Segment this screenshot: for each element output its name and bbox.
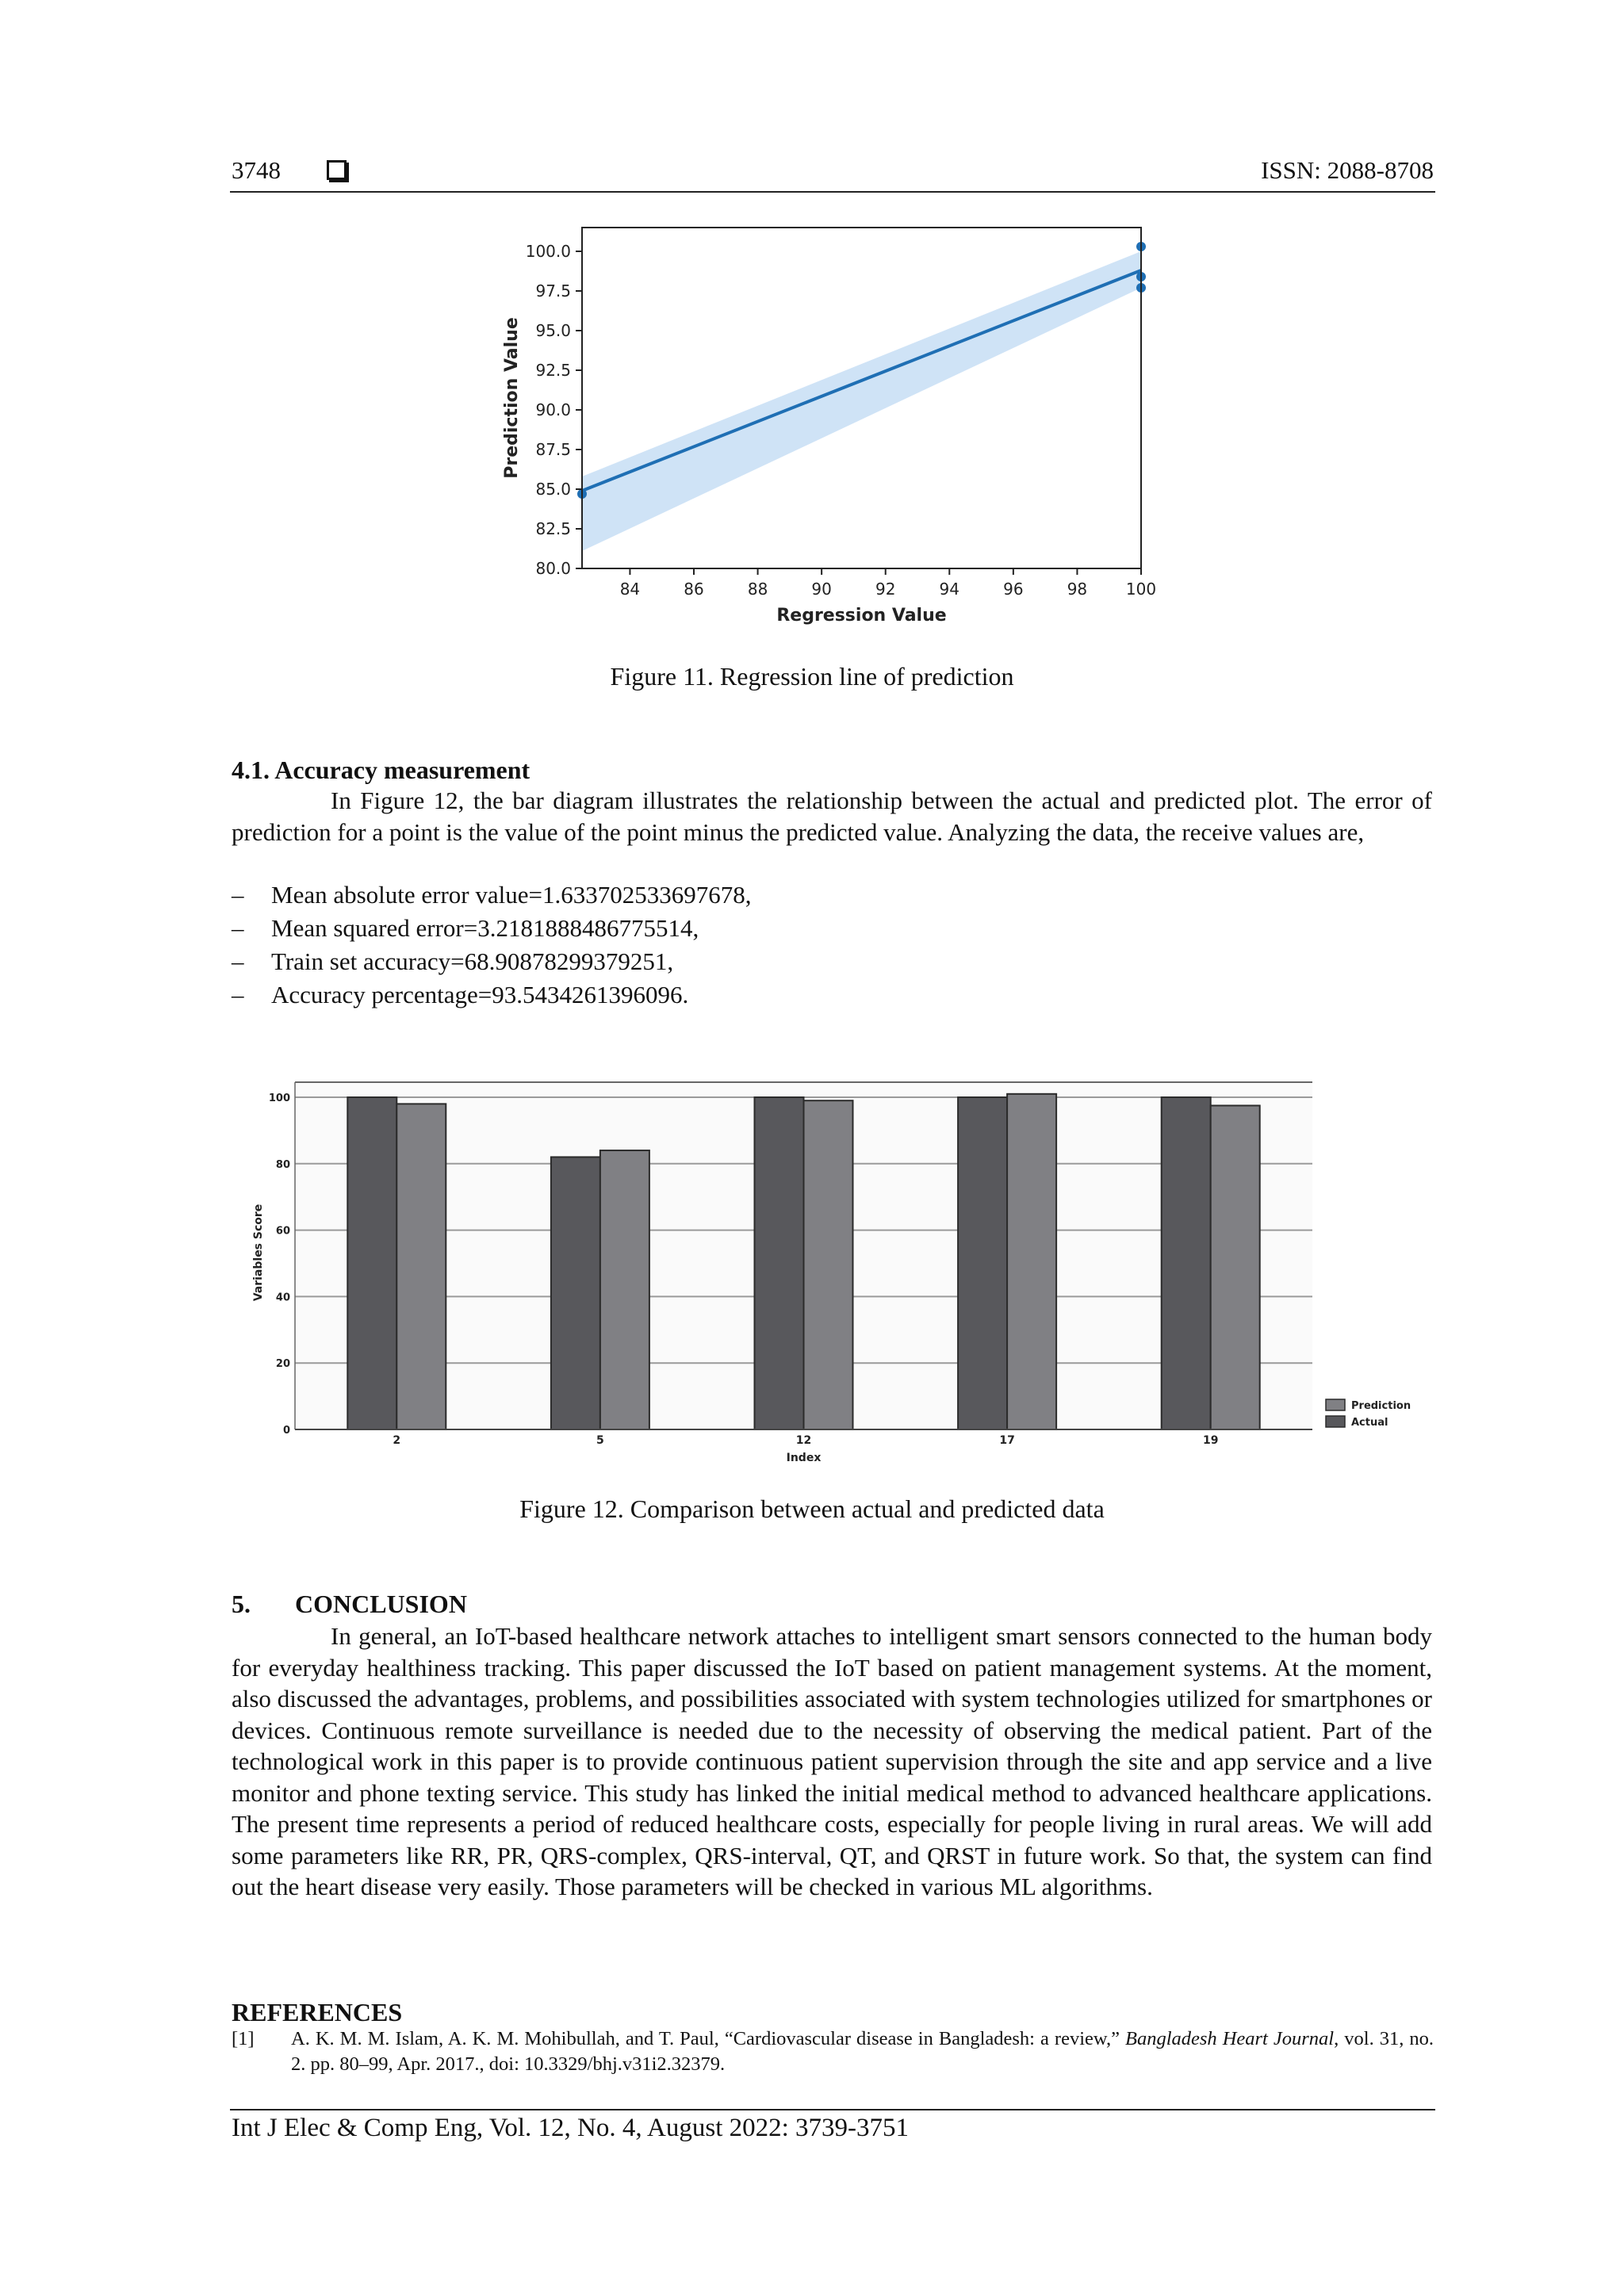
y-tick-label: 40 [275, 1292, 290, 1304]
bar-actual [551, 1157, 600, 1429]
y-axis-label: Variables Score [252, 1203, 265, 1302]
legend-label: Prediction [1351, 1400, 1411, 1412]
x-tick-label: 12 [795, 1434, 812, 1447]
y-tick-label: 95.0 [535, 321, 571, 340]
reference-journal: Bangladesh Heart Journal [1125, 2028, 1335, 2049]
bar-prediction [600, 1150, 649, 1429]
x-tick-label: 92 [875, 580, 896, 599]
bar-actual [1162, 1097, 1211, 1429]
metrics-list [232, 878, 751, 1012]
figure-12-chart [246, 1070, 1419, 1475]
figure-11-caption: Figure 11. Regression line of prediction [610, 662, 1014, 691]
figure-11-chart [476, 214, 1189, 642]
issn: ISSN: 2088-8708 [1261, 156, 1434, 184]
x-tick-label: 84 [619, 580, 641, 599]
y-tick-label: 20 [275, 1358, 290, 1371]
y-axis-label: Prediction Value [502, 317, 522, 479]
x-axis-label: Regression Value [776, 606, 947, 626]
y-tick-label: 97.5 [535, 281, 571, 300]
metric-item: – Accuracy percentage=93.5434261396096. [232, 978, 751, 1012]
legend-swatch [1326, 1399, 1345, 1410]
x-tick-label: 19 [1202, 1434, 1219, 1447]
metric-item: – Train set accuracy=68.90878299379251, [232, 945, 751, 978]
y-tick-label: 100.0 [525, 242, 571, 261]
metric-item: – Mean squared error=3.2181888486775514, [232, 912, 751, 945]
references-heading: REFERENCES [232, 1998, 403, 2026]
section-heading-accuracy: 4.1. Accuracy measurement [232, 756, 530, 784]
x-tick-label: 90 [811, 580, 832, 599]
y-tick-label: 0 [282, 1425, 290, 1437]
reference-item [232, 2026, 1434, 2077]
y-tick-label: 80.0 [535, 559, 571, 578]
reference-number: [1] [232, 2028, 255, 2049]
bar-prediction [1007, 1094, 1056, 1429]
regression-line [582, 270, 1141, 491]
y-tick-label: 90.0 [535, 400, 571, 419]
reference-details: , vol. 31, no. 2. pp. 80–99, Apr. 2017., doi: 10.3329/bhj.v31i2.32379. [291, 2028, 1434, 2075]
figure-12-caption: Figure 12. Comparison between actual and predicted data [519, 1494, 1105, 1523]
header-rule [230, 191, 1435, 193]
square-icon [327, 160, 347, 180]
y-tick-label: 92.5 [535, 361, 571, 380]
x-tick-label: 5 [596, 1434, 604, 1447]
metric-item: – Mean absolute error value=1.633702533697678, [232, 878, 751, 912]
y-tick-label: 85.0 [535, 480, 571, 499]
x-axis-label: Index [786, 1452, 822, 1464]
y-tick-label: 60 [275, 1225, 290, 1238]
x-tick-label: 100 [1125, 580, 1157, 599]
bar-prediction [804, 1100, 853, 1429]
x-tick-label: 98 [1067, 580, 1088, 599]
x-tick-label: 94 [939, 580, 960, 599]
y-tick-label: 87.5 [535, 440, 571, 459]
legend-label: Actual [1351, 1417, 1388, 1429]
page-number: 3748 [232, 156, 281, 184]
bar-actual [347, 1097, 396, 1429]
x-tick-label: 2 [393, 1434, 401, 1447]
bar-prediction [396, 1104, 446, 1429]
bar-actual [958, 1097, 1007, 1429]
section-heading-conclusion: 5. CONCLUSION [232, 1590, 467, 1618]
bar-prediction [1211, 1105, 1260, 1429]
x-tick-label: 88 [747, 580, 768, 599]
y-tick-label: 82.5 [535, 519, 571, 538]
x-tick-label: 96 [1003, 580, 1024, 599]
y-tick-label: 80 [275, 1158, 290, 1171]
bar-actual [755, 1097, 804, 1429]
reference-authors-title: A. K. M. M. Islam, A. K. M. Mohibullah, and T. Paul, “Cardiovascular disease in Bangladesh: a review,” [291, 2028, 1125, 2049]
conclusion-paragraph: In general, an IoT-based healthcare network attaches to intelligent smart sensors connected to the human body for everyday healthiness tracking. This paper discussed the IoT based on patient management systems. At the moment, also discussed the advantages, problems, and possibilities associated with system technologies utilized for smartphones or devices. Continuous remote surveillance is needed due to the necessity of observing the medical patient. Part of the technological work in this paper is to provide continuous patient supervision through the site and app service and a live monitor and phone texting service. This study has linked the initial medical method to advanced healthcare applications. The present time represents a period of reduced healthcare costs, especially for people living in rural areas. We will add some parameters like RR, PR, QRS-complex, QRS-interval, QT, and QRST in future work. So that, the system can find out the heart disease very easily. Those parameters will be checked in various ML algorithms. [232, 1622, 1432, 1900]
x-tick-label: 17 [999, 1434, 1015, 1447]
footer-rule [230, 2109, 1435, 2110]
y-tick-label: 100 [268, 1093, 290, 1104]
footer-citation: Int J Elec & Comp Eng, Vol. 12, No. 4, August 2022: 3739-3751 [232, 2114, 910, 2142]
confidence-band [582, 251, 1141, 551]
accuracy-paragraph: In Figure 12, the bar diagram illustrates the relationship between the actual and predicted plot. The error of prediction for a point is the value of the point minus the predicted value. Analyzing the data, the receive values are, [232, 786, 1432, 846]
x-tick-label: 86 [684, 580, 704, 599]
legend-swatch [1326, 1416, 1345, 1427]
